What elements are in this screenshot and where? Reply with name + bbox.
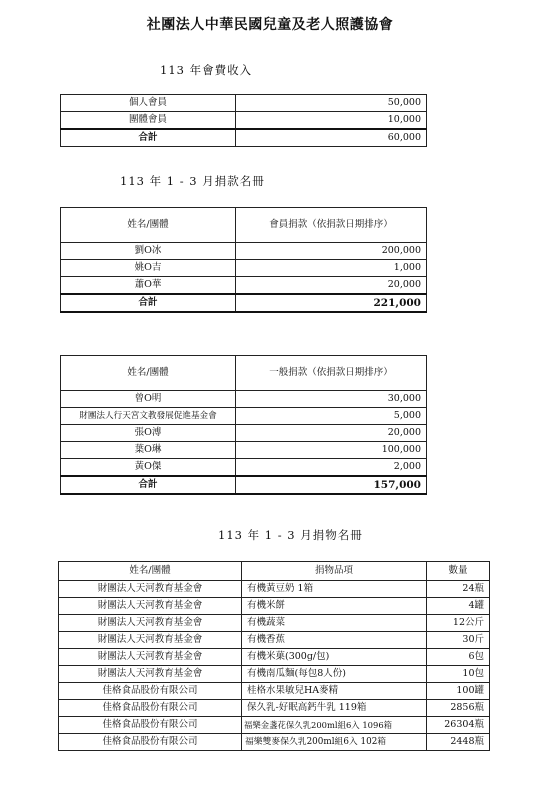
table-row xyxy=(61,442,427,459)
donated-item: 保久乳-好眠高鈣牛乳 119箱 xyxy=(242,700,427,717)
item-quantity: 100罐 xyxy=(427,683,490,700)
donor-name: 財團法人天河教育基金會 xyxy=(59,666,242,683)
table-row xyxy=(61,112,427,130)
table-row xyxy=(59,734,490,751)
donor-name: 佳格食品股份有限公司 xyxy=(59,700,242,717)
donated-item: 福樂雙麥保久乳200ml組6入 102箱 xyxy=(242,734,427,751)
total-row xyxy=(61,294,427,312)
item-quantity: 12公斤 xyxy=(427,615,490,632)
donation-amount: 5,000 xyxy=(236,408,427,425)
donor-name: 葉O琳 xyxy=(61,442,236,459)
membership-table xyxy=(60,94,427,147)
table-row xyxy=(59,581,490,598)
total-label: 合計 xyxy=(61,476,236,494)
donor-name: 財團法人行天宮文教發展促進基金會 xyxy=(61,408,236,425)
donor-name: 財團法人天河教育基金會 xyxy=(59,649,242,666)
total-row xyxy=(61,129,427,147)
table-row xyxy=(59,615,490,632)
donated-item: 有機米菓(300g/包) xyxy=(242,649,427,666)
donated-item: 福樂金盞花保久乳200ml組6入 1096箱 xyxy=(242,717,427,734)
donation-amount: 20,000 xyxy=(236,425,427,442)
donated-item: 有機香蕉 xyxy=(242,632,427,649)
member-amount: 10,000 xyxy=(236,112,427,130)
item-quantity: 10包 xyxy=(427,666,490,683)
item-quantity: 26304瓶 xyxy=(427,717,490,734)
donated-item: 有機南瓜麵(每包8人份) xyxy=(242,666,427,683)
col-name-header: 姓名/團體 xyxy=(61,356,236,391)
col-name-header: 姓名/團體 xyxy=(59,562,242,581)
total-amount: 221,000 xyxy=(236,294,427,312)
donation-amount: 30,000 xyxy=(236,391,427,408)
donated-item: 有機黃豆奶 1箱 xyxy=(242,581,427,598)
col-qty-header: 數量 xyxy=(427,562,490,581)
table-row xyxy=(59,717,490,734)
total-row xyxy=(61,476,427,494)
donor-name: 財團法人天河教育基金會 xyxy=(59,581,242,598)
item-quantity: 24瓶 xyxy=(427,581,490,598)
table-row xyxy=(61,425,427,442)
table-header xyxy=(61,208,427,243)
table-row xyxy=(59,700,490,717)
donor-name: 曾O明 xyxy=(61,391,236,408)
col-amount-header: 一般捐款（依捐款日期排序） xyxy=(236,356,427,391)
table-row xyxy=(61,260,427,277)
donor-name: 劉O冰 xyxy=(61,243,236,260)
table-row xyxy=(59,683,490,700)
goods-table xyxy=(58,561,490,751)
donor-name: 蕭O華 xyxy=(61,277,236,295)
table-row xyxy=(59,649,490,666)
table-row xyxy=(61,95,427,112)
table-row xyxy=(59,632,490,649)
member-amount: 50,000 xyxy=(236,95,427,112)
donated-item: 桂格水果敏兒HA麥精 xyxy=(242,683,427,700)
donation-amount: 200,000 xyxy=(236,243,427,260)
item-quantity: 6包 xyxy=(427,649,490,666)
table-row xyxy=(59,598,490,615)
total-label: 合計 xyxy=(61,129,236,147)
total-amount: 60,000 xyxy=(236,129,427,147)
col-item-header: 捐物品項 xyxy=(242,562,427,581)
donor-name: 佳格食品股份有限公司 xyxy=(59,734,242,751)
donor-name: 張O溥 xyxy=(61,425,236,442)
table-row xyxy=(61,243,427,260)
member-type: 個人會員 xyxy=(61,95,236,112)
item-quantity: 4罐 xyxy=(427,598,490,615)
col-amount-header: 會員捐款（依捐款日期排序） xyxy=(236,208,427,243)
table-row xyxy=(61,408,427,425)
table-header xyxy=(61,356,427,391)
document-title: 社團法人中華民國兒童及老人照護協會 xyxy=(146,17,394,33)
item-quantity: 2856瓶 xyxy=(427,700,490,717)
table-header xyxy=(59,562,490,581)
donor-name: 黃O傑 xyxy=(61,459,236,477)
total-amount: 157,000 xyxy=(236,476,427,494)
member-donations-table xyxy=(60,207,427,313)
donor-name: 財團法人天河教育基金會 xyxy=(59,632,242,649)
donated-item: 有機米餅 xyxy=(242,598,427,615)
donor-name: 財團法人天河教育基金會 xyxy=(59,598,242,615)
goods-heading: 113 年 1 - 3 月捐物名冊 xyxy=(218,528,363,542)
donor-name: 財團法人天河教育基金會 xyxy=(59,615,242,632)
table-row xyxy=(59,666,490,683)
donor-name: 姚O吉 xyxy=(61,260,236,277)
donation-amount: 2,000 xyxy=(236,459,427,477)
donation-amount: 20,000 xyxy=(236,277,427,295)
membership-heading: 113 年會費收入 xyxy=(160,63,253,77)
table-row xyxy=(61,277,427,295)
member-type: 團體會員 xyxy=(61,112,236,130)
general-donations-table xyxy=(60,355,427,495)
donated-item: 有機蔬菜 xyxy=(242,615,427,632)
total-label: 合計 xyxy=(61,294,236,312)
item-quantity: 2448瓶 xyxy=(427,734,490,751)
donations-heading: 113 年 1 - 3 月捐款名冊 xyxy=(120,174,265,188)
table-row xyxy=(61,459,427,477)
table-row xyxy=(61,391,427,408)
donor-name: 佳格食品股份有限公司 xyxy=(59,717,242,734)
col-name-header: 姓名/團體 xyxy=(61,208,236,243)
donation-amount: 1,000 xyxy=(236,260,427,277)
donation-amount: 100,000 xyxy=(236,442,427,459)
item-quantity: 30斤 xyxy=(427,632,490,649)
donor-name: 佳格食品股份有限公司 xyxy=(59,683,242,700)
